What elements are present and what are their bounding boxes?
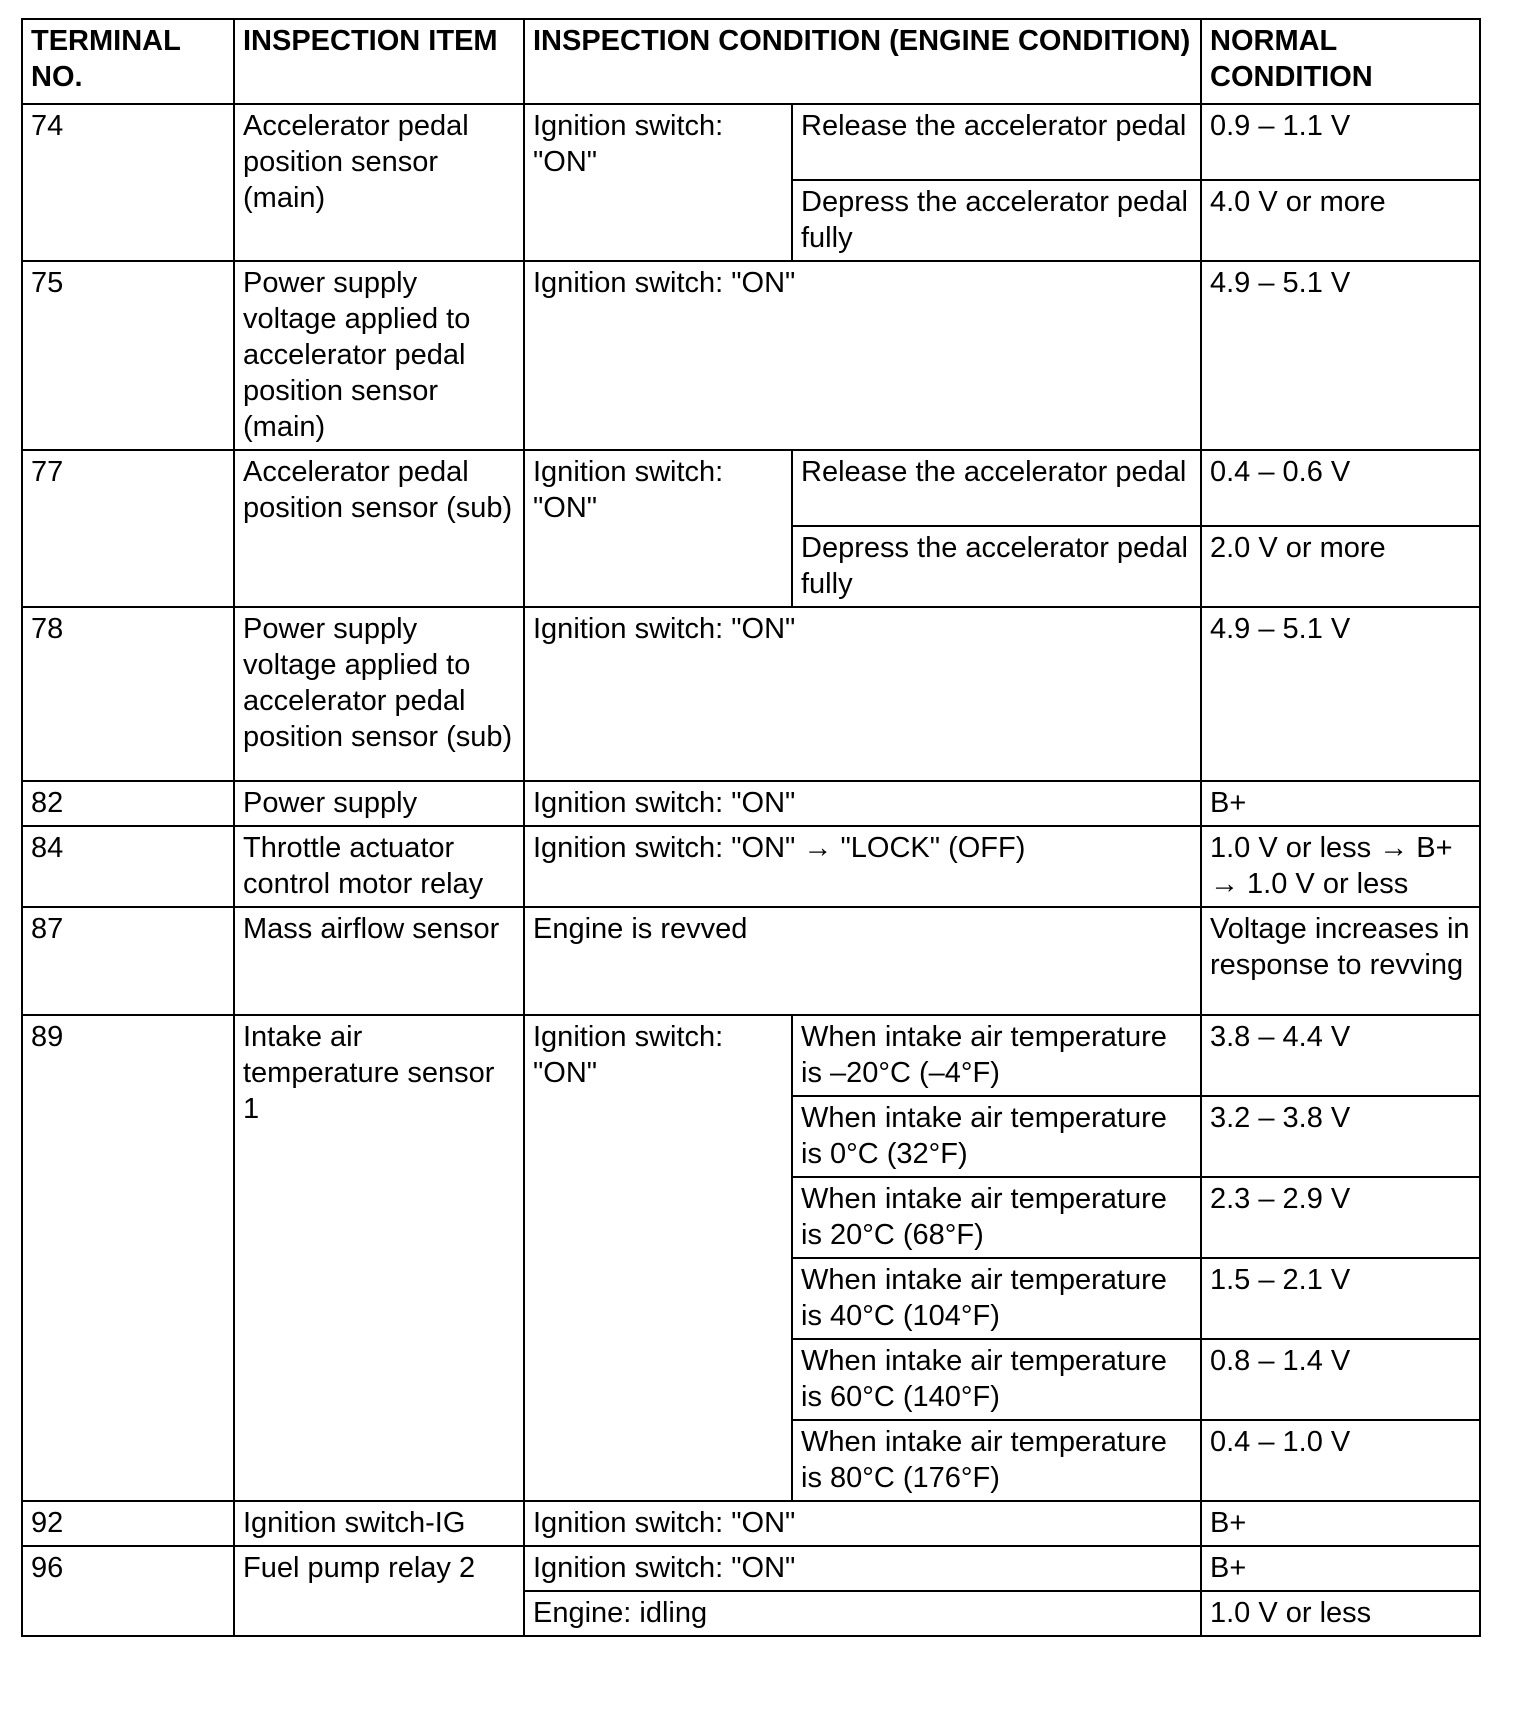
table-row xyxy=(22,104,1480,180)
condition-cell: Ignition switch: "ON" xyxy=(524,1015,792,1501)
terminal-no-cell: 77 xyxy=(22,450,234,607)
condition-cell: Ignition switch: "ON" xyxy=(524,104,792,261)
table-row xyxy=(22,907,1480,1015)
table-row xyxy=(22,1015,1480,1096)
table-row xyxy=(22,450,1480,526)
sub-condition-cell: When intake air temperature is 60°C (140°F) xyxy=(792,1339,1201,1420)
normal-condition-cell: 4.9 – 5.1 V xyxy=(1201,607,1480,781)
inspection-item-cell: Fuel pump relay 2 xyxy=(234,1546,524,1636)
terminal-no-cell: 82 xyxy=(22,781,234,826)
normal-condition-cell: B+ xyxy=(1201,781,1480,826)
normal-condition-cell: 1.0 V or less xyxy=(1201,1591,1480,1636)
condition-cell: Ignition switch: "ON" xyxy=(524,607,1201,781)
normal-condition-cell: B+ xyxy=(1201,1546,1480,1591)
table-row xyxy=(22,607,1480,781)
normal-condition-cell: 0.4 – 0.6 V xyxy=(1201,450,1480,526)
condition-cell: Engine is revved xyxy=(524,907,1201,1015)
normal-condition-cell: 3.2 – 3.8 V xyxy=(1201,1096,1480,1177)
normal-condition-cell: 0.4 – 1.0 V xyxy=(1201,1420,1480,1501)
condition-cell: Ignition switch: "ON" xyxy=(524,261,1201,450)
sub-condition-cell: Depress the accelerator pedal fully xyxy=(792,526,1201,607)
normal-condition-cell: 2.0 V or more xyxy=(1201,526,1480,607)
condition-cell: Ignition switch: "ON" xyxy=(524,450,792,607)
terminal-no-cell: 75 xyxy=(22,261,234,450)
inspection-item-cell: Power supply xyxy=(234,781,524,826)
inspection-item-cell: Power supply voltage applied to accelerator pedal position sensor (main) xyxy=(234,261,524,450)
inspection-item-cell: Accelerator pedal position sensor (sub) xyxy=(234,450,524,607)
table-row xyxy=(22,261,1480,450)
normal-condition-cell: 0.9 – 1.1 V xyxy=(1201,104,1480,180)
normal-condition-cell: 2.3 – 2.9 V xyxy=(1201,1177,1480,1258)
normal-condition-cell: B+ xyxy=(1201,1501,1480,1546)
inspection-item-cell: Ignition switch-IG xyxy=(234,1501,524,1546)
terminal-no-cell: 89 xyxy=(22,1015,234,1501)
header-terminal-no: TERMINAL NO. xyxy=(22,19,234,104)
normal-condition-cell: 4.0 V or more xyxy=(1201,180,1480,261)
normal-condition-cell: 1.0 V or less → B+ → 1.0 V or less xyxy=(1201,826,1480,907)
terminal-no-cell: 96 xyxy=(22,1546,234,1636)
normal-condition-cell: 0.8 – 1.4 V xyxy=(1201,1339,1480,1420)
sub-condition-cell: Release the accelerator pedal xyxy=(792,450,1201,526)
normal-condition-cell: 3.8 – 4.4 V xyxy=(1201,1015,1480,1096)
terminal-no-cell: 84 xyxy=(22,826,234,907)
sub-condition-cell: When intake air temperature is 20°C (68°F) xyxy=(792,1177,1201,1258)
terminal-no-cell: 74 xyxy=(22,104,234,261)
terminal-inspection-table xyxy=(21,18,1481,1637)
sub-condition-cell: When intake air temperature is –20°C (–4°F) xyxy=(792,1015,1201,1096)
header-normal-condition: NORMAL CONDITION xyxy=(1201,19,1480,104)
inspection-item-cell: Accelerator pedal position sensor (main) xyxy=(234,104,524,261)
terminal-no-cell: 87 xyxy=(22,907,234,1015)
table-header-row xyxy=(22,19,1480,104)
terminal-no-cell: 78 xyxy=(22,607,234,781)
condition-cell: Ignition switch: "ON" xyxy=(524,1546,1201,1591)
inspection-item-cell: Intake air temperature sensor 1 xyxy=(234,1015,524,1501)
sub-condition-cell: When intake air temperature is 40°C (104°F) xyxy=(792,1258,1201,1339)
sub-condition-cell: When intake air temperature is 80°C (176°F) xyxy=(792,1420,1201,1501)
normal-condition-cell: 4.9 – 5.1 V xyxy=(1201,261,1480,450)
terminal-no-cell: 92 xyxy=(22,1501,234,1546)
sub-condition-cell: When intake air temperature is 0°C (32°F) xyxy=(792,1096,1201,1177)
normal-condition-cell: Voltage increases in response to revving xyxy=(1201,907,1480,1015)
condition-cell: Ignition switch: "ON" xyxy=(524,781,1201,826)
inspection-item-cell: Power supply voltage applied to accelerator pedal position sensor (sub) xyxy=(234,607,524,781)
header-inspection-item: INSPECTION ITEM xyxy=(234,19,524,104)
sub-condition-cell: Release the accelerator pedal xyxy=(792,104,1201,180)
inspection-item-cell: Mass airflow sensor xyxy=(234,907,524,1015)
inspection-item-cell: Throttle actuator control motor relay xyxy=(234,826,524,907)
condition-cell: Engine: idling xyxy=(524,1591,1201,1636)
table-row xyxy=(22,826,1480,907)
sub-condition-cell: Depress the accelerator pedal fully xyxy=(792,180,1201,261)
table-row xyxy=(22,1501,1480,1546)
table-row xyxy=(22,1546,1480,1591)
condition-cell: Ignition switch: "ON" xyxy=(524,1501,1201,1546)
condition-cell: Ignition switch: "ON" → "LOCK" (OFF) xyxy=(524,826,1201,907)
table-row xyxy=(22,781,1480,826)
normal-condition-cell: 1.5 – 2.1 V xyxy=(1201,1258,1480,1339)
header-inspection-condition: INSPECTION CONDITION (ENGINE CONDITION) xyxy=(524,19,1201,104)
